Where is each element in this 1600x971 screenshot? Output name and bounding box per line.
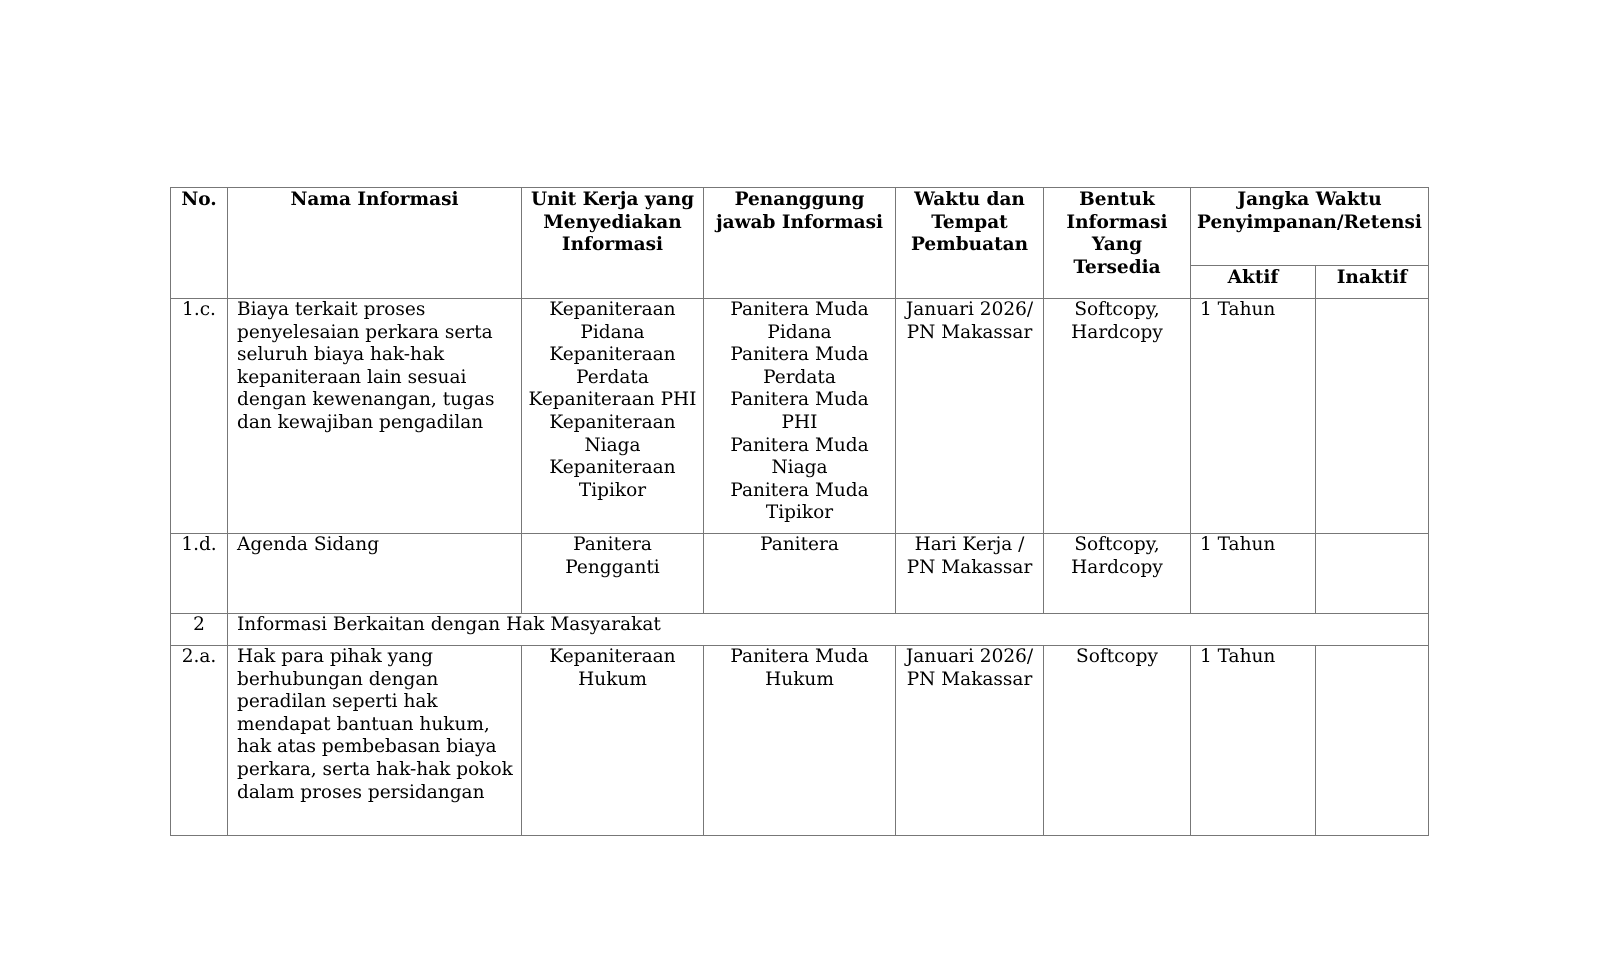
header-no: No. (171, 188, 228, 299)
table-row (171, 646, 1429, 836)
penanggung-item: Panitera Muda Niaga (730, 434, 869, 479)
header-inaktif: Inaktif (1316, 266, 1429, 299)
section-no: 2 (171, 614, 228, 646)
row-waktu-tempat: Januari 2026/ PN Makassar (896, 299, 1044, 534)
row-bentuk-informasi: Softcopy (1044, 646, 1191, 836)
header-row (171, 188, 1429, 266)
section-title: Informasi Berkaitan dengan Hak Masyarakat (228, 614, 1429, 646)
penanggung-item: Panitera Muda Pidana (730, 299, 869, 343)
header-jangka-waktu: Jangka Waktu Penyimpanan/Retensi (1191, 188, 1429, 266)
row-bentuk-informasi: Softcopy, Hardcopy (1044, 299, 1191, 534)
table-row (171, 299, 1429, 534)
row-aktif: 1 Tahun (1191, 299, 1316, 534)
row-unit-kerja: Kepaniteraan Hukum (522, 646, 704, 836)
table-row (171, 534, 1429, 614)
row-aktif: 1 Tahun (1191, 646, 1316, 836)
unit-item: Kepaniteraan PHI (528, 389, 697, 411)
row-waktu-tempat: Hari Kerja / PN Makassar (896, 534, 1044, 614)
header-bentuk-informasi: Bentuk Informasi Yang Tersedia (1044, 188, 1191, 299)
row-unit-kerja (522, 299, 704, 534)
unit-item: Kepaniteraan Perdata (549, 344, 676, 388)
header-unit-kerja: Unit Kerja yang Menyediakan Informasi (522, 188, 704, 299)
row-aktif: 1 Tahun (1191, 534, 1316, 614)
header-nama-informasi: Nama Informasi (228, 188, 522, 299)
row-nama-informasi: Biaya terkait proses penyelesaian perkara serta seluruh biaya hak-hak kepaniteraan lain sesuai dengan kewenangan, tugas dan kewajiban pengadilan (228, 299, 522, 534)
row-inaktif (1316, 299, 1429, 534)
unit-item: Kepaniteraan Niaga (549, 411, 676, 456)
unit-item: Kepaniteraan Tipikor (549, 457, 676, 501)
row-penanggung-jawab: Panitera (704, 534, 896, 614)
unit-item: Kepaniteraan Pidana (549, 299, 676, 343)
penanggung-item: Panitera Muda PHI (730, 389, 869, 433)
header-penanggung-jawab: Penanggung jawab Informasi (704, 188, 896, 299)
row-unit-kerja: Panitera Pengganti (522, 534, 704, 614)
header-waktu-tempat: Waktu dan Tempat Pembuatan (896, 188, 1044, 299)
row-nama-informasi: Agenda Sidang (228, 534, 522, 614)
row-no: 1.c. (171, 299, 228, 534)
row-penanggung-jawab: Panitera Muda Hukum (704, 646, 896, 836)
information-table (170, 187, 1429, 836)
penanggung-item: Panitera Muda Tipikor (730, 479, 869, 524)
row-no: 2.a. (171, 646, 228, 836)
row-waktu-tempat: Januari 2026/ PN Makassar (896, 646, 1044, 836)
header-aktif: Aktif (1191, 266, 1316, 299)
row-nama-informasi: Hak para pihak yang berhubungan dengan peradilan seperti hak mendapat bantuan hukum, hak atas pembebasan biaya perkara, serta hak-hak pokok dalam proses persidangan (228, 646, 522, 836)
row-penanggung-jawab (704, 299, 896, 534)
row-inaktif (1316, 534, 1429, 614)
row-bentuk-informasi: Softcopy, Hardcopy (1044, 534, 1191, 614)
section-row (171, 614, 1429, 646)
penanggung-item: Panitera Muda Perdata (730, 344, 869, 388)
row-inaktif (1316, 646, 1429, 836)
row-no: 1.d. (171, 534, 228, 614)
